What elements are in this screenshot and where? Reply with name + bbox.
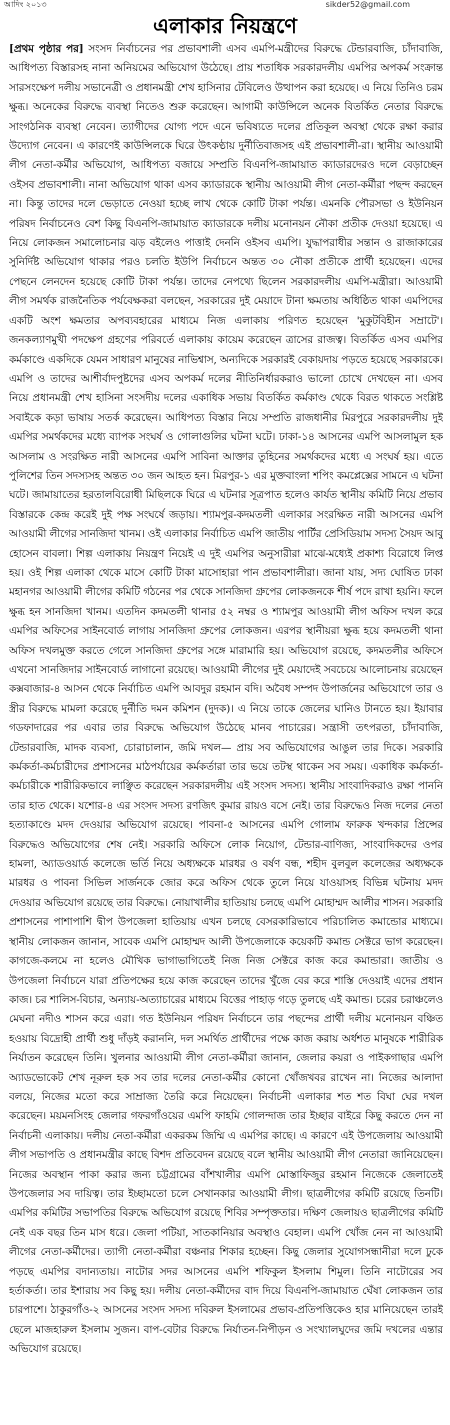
article-body — [9, 40, 443, 1423]
header-date: আদিং ২০১৩ — [4, 0, 47, 9]
article-kicker: [প্রথম পৃষ্ঠার পর] — [9, 43, 84, 55]
header-email: sikder52@gmail.com — [325, 0, 410, 9]
article-headline: এলাকার নিয়ন্ত্রণে — [153, 14, 297, 38]
page-header-strip — [0, 0, 450, 9]
article-text: সংসদ নির্বাচনের পর প্রভাবশালী এসব এমপি-মন্ত্রীদের বিরুদ্ধে টেন্ডারবাজি, চাঁদাবাজি, আধিপত্য বিস্তারসহ নানা অনিয়মের অভিযোগ উঠেছে। প্রায় শতাধিক সরকারদলীয় এমপির অপকর্ম সংক্রান্ত সারসংক্ষেপ দলীয় সভানেত্রী ও প্রধানমন্ত্রী শেখ হাসিনার টেবিলেও উত্থাপন করা হয়েছে। এ নিয়ে তিনিও চরম ক্ষুব্ধ। অনেকের বিরুদ্ধে ব্যবস্থা নিতেও শুরু করেছেন। আগামী কাউন্সিলে অনেক বিতর্কিত নেতার বিরুদ্ধে সাংগঠনিক ব্যবস্থা নেবেন। ত্যাগীদের যোগ্য পদে এনে ভবিষ্যতে দলের প্রতিকূল অবস্থা থেকে রক্ষা করার উদ্যোগ নেবেন। এ কারণেই কাউন্সিলকে ঘিরে উৎকণ্ঠায় দুর্নীতিবাজসহ এই প্রভাবশালী-রা। স্থানীয় আওয়ামী লীগ নেতা-কর্মীর অভিযোগ, আধিপত্য বজায়ে সম্প্রতি বিএনপি-জামায়াত ক্যাডারদেরও দলে বেড়াচ্ছেন ওইসব প্রভাবশালী। নানা অভিযোগ থাকা এসব ক্যাডারকে স্থানীয় আওয়ামী লীগ নেতা-কর্মীরা পছন্দ করছেন না। কিন্তু তাদের দলে ভেড়াতে নেওয়া হচ্ছে লাখ থেকে কোটি টাকা পর্যন্ত। এমনকি পৌরসভা ও ইউনিয়ন পরিষদ নির্বাচনেও বেশ কিছু বিএনপি-জামায়াত ক্যাডারকে দলীয় মনোনয়ন নৌকা প্রতীক দেওয়া হয়েছে। এ নিয়ে লোকজন সমালোচনার ঝড় বইলেও পাত্তাই দেননি ওইসব এমপি। যুদ্ধাপরাধীর সন্তান ও রাজাকারের সুনির্দিষ্ট অভিযোগ থাকার পরও চলতি ইউপি নির্বাচনে অন্তত ৩০ নৌকা প্রতীকে প্রার্থী হয়েছেন। এদের পেছনে লেনদেন হয়েছে কোটি টাকা পর্যন্ত। তাদের নেপথ্যে ছিলেন সরকারদলীয় এমপি-মন্ত্রীরা। আওয়ামী লীগ সমর্থক রাজনৈতিক পর্যবেক্ষকরা বলছেন, সরকারের দুই মেয়াদে টানা ক্ষমতায় অধিষ্ঠিত থাকা এমপিদের একটি অংশ ক্ষমতার অপব্যবহারের মাধ্যমে নিজ এলাকায় পরিণত হয়েছেন 'মুকুটবিহীন সম্রাটে'। জনকল্যাণমুখী পদক্ষেপ গ্রহণের পরিবর্তে এলাকায় কায়েম করেছেন ত্রাসের রাজত্ব। বিতর্কিত এসব এমপির কর্মকাণ্ডে একদিকে যেমন সাধারণ মানুষের নাভিশ্বাস, অন্যদিকে সরকারই বেকায়দায় পড়তে হয়েছে সরকারকে। এমপি ও তাদের আশীর্বাদপুষ্টদের এসব অপকর্ম দলের নীতিনির্ধারকরাও ভালো চোখে দেখছেন না। এসব নিয়ে প্রধানমন্ত্রী শেখ হাসিনা সংসদীয় দলের একাধিক সভায় বিতর্কিত কর্মকাণ্ড থেকে বিরত থাকতে সংশ্লিষ্ট সবাইকে কড়া ভাষায় সতর্ক করেছেন। আধিপত্য বিস্তার নিয়ে সম্প্রতি রাজধানীর মিরপুরে সরকারদলীয় দুই এমপির সমর্থকদের মধ্যে ব্যাপক সংঘর্ষ ও গোলাগুলির ঘটনা ঘটে। ঢাকা-১৪ আসনের এমপি আসলামুল হক আসলাম ও সংরক্ষিত নারী আসনের এমপি সাবিনা আক্তার তুহিনের সমর্থকদের মধ্যে এ সংঘর্ষ হয়। এতে পুলিশের তিন সদস্যসহ অন্তত ৩০ জন আহত হন। মিরপুর-১ এর মুক্তবাংলা শপিং কমপ্লেক্সের সামনে এ ঘটনা ঘটে। জামায়াতের হরতালবিরোধী মিছিলকে ঘিরে এ ঘটনার সূত্রপাত হলেও কার্যত স্থানীয় কমিটি নিয়ে প্রভাব বিস্তারকে কেন্দ্র করেই দুই পক্ষ সংঘর্ষে জড়ায়। শ্যামপুর-কদমতলী এলাকার সংরক্ষিত নারী আসনের এমপি আওয়ামী লীগের সানজিদা খানম। ওই এলাকার নির্বাচিত এমপি জাতীয় পার্টির প্রেসিডিয়াম সদস্য সৈয়দ আবু হোসেন বাবলা। শিল্প এলাকায় নিয়ন্ত্রণ নিয়েই এ দুই এমপির অনুসারীরা মাঝে-মধ্যেই প্রকাশ্য বিরোধে লিপ্ত হয়। ওই শিল্প এলাকা থেকে মাসে কোটি টাকা মাসোহারা পান প্রভাবশালীরা। জানা যায়, সদ্য ঘোষিত ঢাকা মহানগর আওয়ামী লীগের কমিটি গঠনের পর থেকে সানজিদা গ্রুপের লোকজনকে শীর্ষ পদে রাখা হয়নি। ফলে ক্ষুব্ধ হন সানজিদা খানম। এতদিন কদমতলী থানার ৫২ নম্বর ও শ্যামপুর আওয়ামী লীগ অফিস দখল করে এমপির অফিসের সাইনবোর্ড লাগায় সানজিদা গ্রুপের লোকজন। এরপর স্থানীয়রা ক্ষুব্ধ হয়ে কদমতলী থানা অফিস দখলমুক্ত করতে গেলে সানজিদা গ্রুপের সঙ্গে মারামারি হয়। অভিযোগ রয়েছে, কদমতলীর অফিসে এখনো সানজিদার সাইনবোর্ড লাগানো রয়েছে। আওয়ামী লীগের দুই মেয়াদেই সবচেয়ে আলোচনায় রয়েছেন কক্সবাজার-৪ আসন থেকে নির্বাচিত এমপি আবদুর রহমান বদি। অবৈধ সম্পদ উপার্জনের অভিযোগে তার ও স্ত্রীর বিরুদ্ধে মামলা করেছে দুর্নীতি দমন কমিশন (দুদক)। এ নিয়ে তাকে জেলের ঘানিও টানতে হয়। ইয়াবার গডফাদারের পর এবার তার বিরুদ্ধে অভিযোগ উঠেছে মানব পাচারের। সন্ত্রাসী তৎপরতা, চাঁদাবাজি, টেন্ডারবাজি, মাদক ব্যবসা, চোরাচালান, জমি দখল— প্রায় সব অভিযোগের আঙুল তার দিকে। সরকারি কর্মকর্তা-কর্মচারীদের প্রশাসনের মাঠপর্যায়ের কর্মকর্তারা তার ভয়ে তটস্থ থাকেন সব সময়। একাধিক কর্মকর্তা-কর্মচারীকে শারীরিকভাবে লাঞ্ছিত করেছেন সরকারদলীয় এই সংসদ সদস্য। স্থানীয় সাংবাদিকরাও রক্ষা পাননি তার হাত থেকে। যশোর-৪ এর সংসদ সদস্য রণজিৎ কুমার রায়ও বসে নেই। তার বিরুদ্ধেও নিজ দলের নেতা হত্যাকাণ্ডে মদদ দেওয়ার অভিযোগ রয়েছে। পাবনা-৫ আসনের এমপি গোলাম ফারুক খন্দকার প্রিন্সের বিরুদ্ধেও অভিযোগের শেষ নেই। সরকারি অফিসে লোক নিয়োগ, টেন্ডার-বাণিজ্য, সাংবাদিকদের ওপর হামলা, অ্যাডওয়ার্ড কলেজে ভর্তি নিয়ে অধ্যক্ষকে মারধর ও বর্ষণ বন্ধ, শহীদ বুলবুল কলেজের অধ্যক্ষকে মারধর ও পাবনা সিভিল সার্জনকে জোর করে অফিস থেকে তুলে নিয়ে যাওয়াসহ বিভিন্ন ঘটনায় মদদ দেওয়ার অভিযোগ রয়েছে তার বিরুদ্ধে। নোয়াখালীর হাতিয়ায় চলছে এমপি মোহাম্মদ আলীর শাসন। সরকারি প্রশাসনের পাশাপাশি দ্বীপ উপজেলা হাতিয়ায় এখন চলছে বেসরকারিভাবে পরিচালিত কমান্ডোর মাধ্যমে। স্থানীয় লোকজন জানান, সাবেক এমপি মোহাম্মদ আলী উপজেলাকে কয়েকটি কমান্ড সেক্টরে ভাগ করেছেন। কাগজে-কলমে না হলেও মৌখিক ভাগাভাগিতেই নিজ নিজ সেক্টরে কাজ করে কমান্ডারা। জাতীয় ও উপজেলা নির্বাচনে যারা প্রতিপক্ষের হয়ে কাজ করেছেন তাদের খুঁজে বের করে শাস্তি দেওয়াই এদের প্রধান কাজ। চর শালিস-বিচার, অন্যায়-অত্যাচারের মাধ্যমে বিত্তের পাহাড় গড়ে তুলছে এই কমান্ড। চরের চরাঞ্চলেও মেঘনা নদীও শাসন করে এরা। গত ইউনিয়ন পরিষদ নির্বাচনে তার পছন্দের প্রার্থী দলীয় মনোনয়ন বঞ্চিত হওয়ায় বিদ্রোহী প্রার্থী শুধু দাঁড়ই করাননি, দল সমর্থিত প্রার্থীদের পক্ষে কাজ করায় অর্ধশত মানুষকে শারীরিক নির্যাতন করেছেন তিনি। খুলনার আওয়ামী লীগ নেতা-কর্মীরা জানান, জেলার কয়রা ও পাইকগাছার এমপি অ্যাডভোকেট শেখ নূরুল হক সব তার দলের নেতা-কর্মীর কোনো খোঁজখবর রাখেন না। নিজের আলাদা বলয়ে, নিজের মতো করে সাম্রাজ্য তৈরি করে নিয়েছেন। নির্বাচনী এলাকার শত শত বিঘা ঘের দখল করেছেন। ময়মনসিংহ জেলার গফরগাঁওয়ের এমপি ফাহমি গোলন্দাজ তার ইচ্ছার বাইরে কিছু করতে দেন না নির্বাচনী এলাকায়। দলীয় নেতা-কর্মীরা একরকম জিম্মি এ এমপির কাছে। এ কারণে এই উপজেলায় আওয়ামী লীগ সভাপতি ও প্রধানমন্ত্রীর কাছে বিশদ প্রতিবেদন রয়েছে বলে স্থানীয় আওয়ামী লীগ নেতারা জানিয়েছেন। নিজের অবস্থান পাকা করার জন্য চট্টগ্রামের বাঁশখালীর এমপি মোস্তাফিজুর রহমান নিজেকে জেলাতেই উপজেলার সব দায়িত্ব। তার ইচ্ছামতো চলে সেখানকার আওয়ামী লীগ। ছাত্রলীগের কমিটি রয়েছে তিনটি। এমপির কমিটির সভাপতির বিরুদ্ধে অভিযোগ রয়েছে শিবির সম্পৃক্ততার। দক্ষিণ জেলায়ও ছাত্রলীগের কমিটি নেই এক বছর তিন মাস ধরে। জেলা পটিয়া, সাতকানিয়ার অবস্থাও বেহাল। এমপি খোঁজ নেন না আওয়ামী লীগের নেতা-কর্মীদের। ত্যাগী নেতা-কর্মীরা বঞ্চনার শিকার হচ্ছেন। কিছু জেলার সুযোগসন্ধানীরা দলে ঢুকে পড়ছে এমপির বদান্যতায়। নাটোর সদর আসনের এমপি শফিকুল ইসলাম শিমুল। তিনি নাটোরের সব হর্তাকর্তা। তার ইশারায় সব কিছু হয়। দলীয় নেতা-কর্মীদের বাদ দিয়ে বিএনপি-জামায়াত ঘেঁষা লোকজন তার চারপাশে। ঠাকুরগাঁও-২ আসনের সংসদ সদস্য দবিরুল ইসলামের প্রভাব-প্রতিপত্তিকেও হার মানিয়েছেন তারই ছেলে মাজহারুল ইসলাম সুজন। বাপ-বেটার বিরুদ্ধে নির্যাতন-নিপীড়ন ও সংখ্যালঘুদের জমি দখলের এন্তার অভিযোগ রয়েছে। — [9, 43, 443, 1356]
